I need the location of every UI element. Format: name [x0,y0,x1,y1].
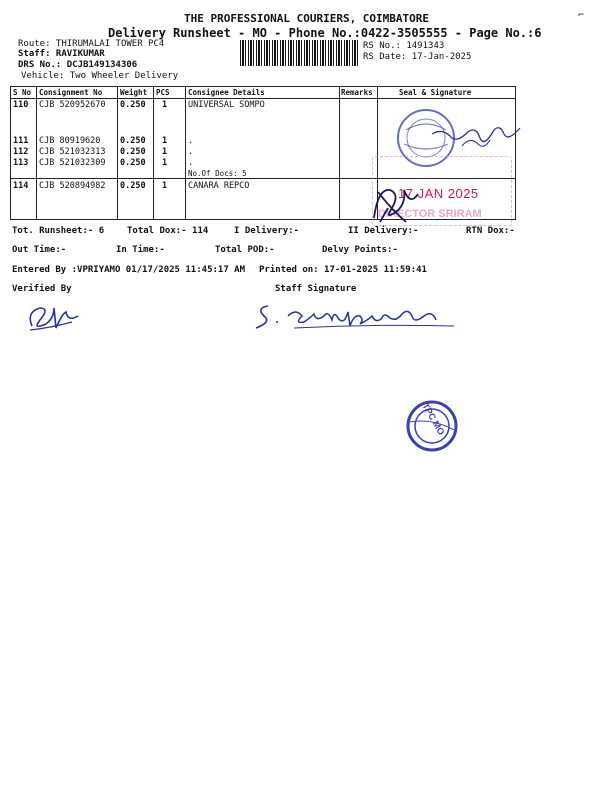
row-111-weight: 0.250 [120,136,146,146]
row-112-sno: 112 [13,147,29,157]
row-113-details: . [188,158,194,168]
row-113-weight: 0.250 [120,158,146,168]
row-110-sno: 110 [13,100,29,110]
row-112-pcs: 1 [162,147,168,157]
header-consignment: Consignment No [39,88,103,97]
staff-signature-label: Staff Signature [275,284,357,294]
row-110-details: UNIVERSAL SOMPO [188,100,265,110]
staff-signature [254,300,474,334]
header-consignee-details: Consignee Details [188,88,265,97]
corner-mark: ⌐ [578,10,585,21]
row-111-sno: 111 [13,136,29,146]
row-110-weight: 0.250 [120,100,146,110]
row-111-pcs: 1 [162,136,168,146]
row-114-details: CANARA REPCO [188,181,250,191]
row-112-weight: 0.250 [120,147,146,157]
total-dox: Total Dox:- 114 [127,226,209,236]
total-runsheet: Tot. Runsheet:- 6 [12,226,105,236]
runsheet-subtitle: Delivery Runsheet - MO - Phone No.:0422-3505555 - Page No.:6 [108,26,542,40]
rtn-dox: RTN Dox:- [466,226,515,236]
row-110-pcs: 1 [162,100,168,110]
rs-date: RS Date: 17-Jan-2025 [363,52,472,62]
row-114-pcs: 1 [162,181,168,191]
delivery-points: Delvy Points:- [322,245,398,255]
row-114-signature [368,178,428,228]
header-pcs: PCS [156,88,170,97]
i-delivery: I Delivery:- [234,226,300,236]
entered-by: Entered By :VPRIYAMO 01/17/2025 11:45:17 AM [12,265,245,275]
verified-by-signature [22,296,82,336]
row-113-consignment: CJB 521032309 [39,158,106,168]
out-time: Out Time:- [12,245,67,255]
row-112-consignment: CJB 521032313 [39,147,106,157]
staff-text: Staff: RAVIKUMAR [18,49,105,59]
in-time: In Time:- [116,245,165,255]
row-113-sno: 113 [13,158,29,168]
vehicle-text: Vehicle: Two Wheeler Delivery [21,71,179,81]
row-111-consignment: CJB 80919620 [39,136,101,146]
ii-delivery: II Delivery:- [348,226,419,236]
route-text: Route: THIRUMALAI TOWER PC4 [18,39,165,49]
header-seal-signature: Seal & Signature [399,88,472,97]
date-stamp-date: 17 JAN 2025 [398,186,479,201]
row-111-details: . [188,136,194,146]
header-remarks: Remarks [341,88,373,97]
barcode [240,40,358,66]
date-stamp-text: DIRECTOR SRIRAM [378,208,482,220]
row-113-pcs: 1 [162,158,168,168]
tpc-mo-seal-text: TPC MO [420,401,447,437]
printed-on: Printed on: 17-01-2025 11:59:41 [259,265,427,275]
row-114-consignment: CJB 520894982 [39,181,106,191]
verified-by-label: Verified By [12,284,72,294]
row-110-consignment: CJB 520952670 [39,100,106,110]
header-weight: Weight [120,88,148,97]
company-title: THE PROFESSIONAL COURIERS, COIMBATORE [184,12,430,25]
header-sno: S No [13,88,32,97]
drs-text: DRS No.: DCJB149134306 [18,60,138,70]
row-112-details: . [188,147,194,157]
docs-count-note: No.Of Docs: 5 [188,169,247,178]
rs-number: RS No.: 1491343 [363,41,445,51]
row-114-sno: 114 [13,181,29,191]
total-pod: Total POD:- [215,245,275,255]
row-114-weight: 0.250 [120,181,146,191]
